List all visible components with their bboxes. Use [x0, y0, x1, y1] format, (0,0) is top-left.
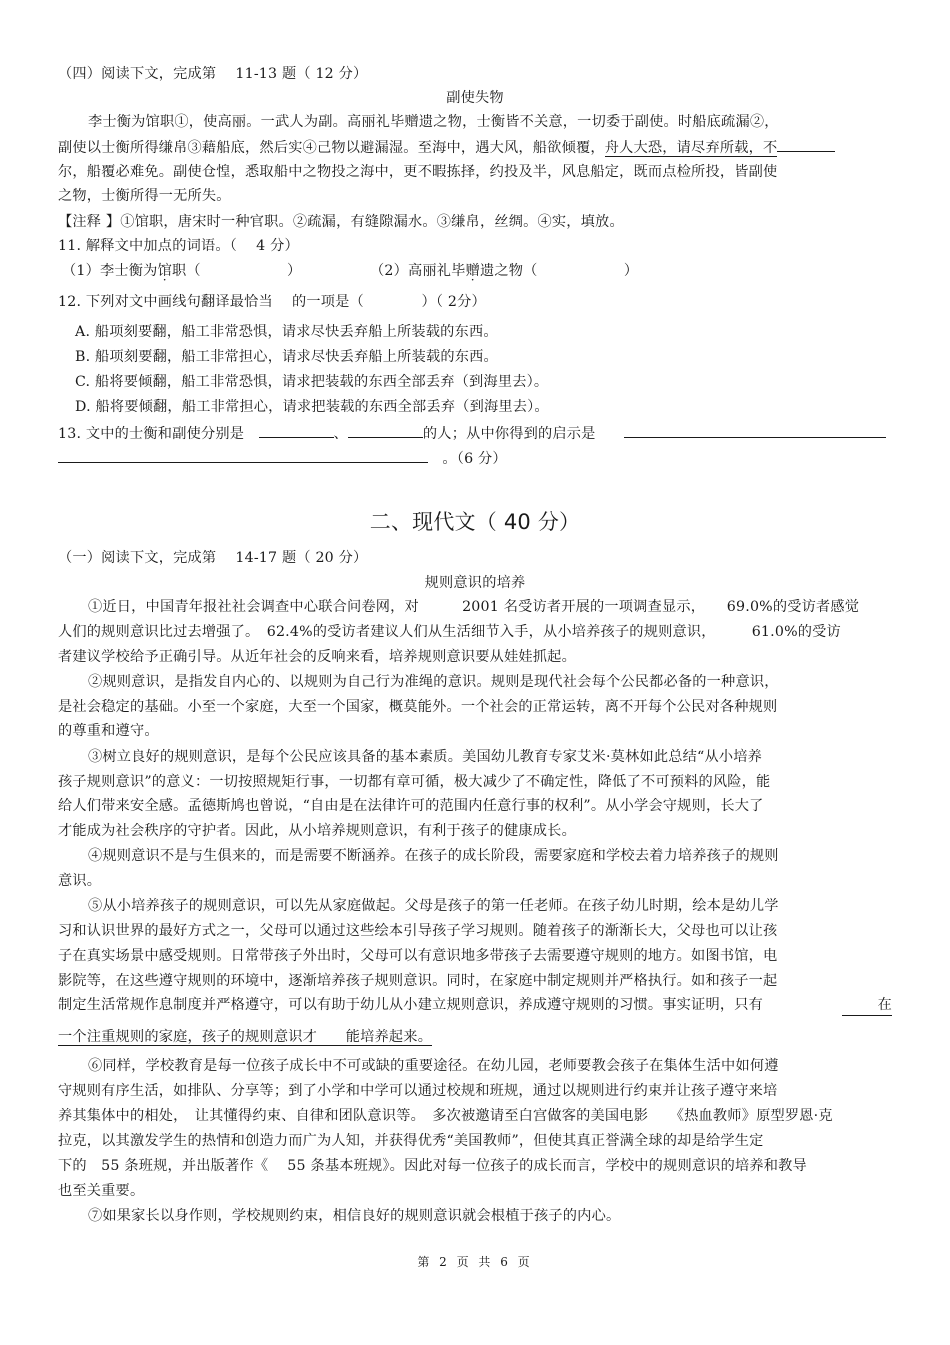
question-12-option: C. 船将要倾翻，船工非常恐惧，请求把装载的东西全部丢弃（到海里去）。 [75, 374, 549, 390]
passage-title: 副使失物 [446, 90, 504, 106]
passage-line: ⑥同样，学校教育是每一位孩子成长中不可或缺的重要途径。在幼儿园，老师要教会孩子在集体生活中如何遵 [88, 1058, 779, 1074]
passage-line: 的尊重和遵守。 [58, 723, 159, 739]
passage-line: 才能成为社会秩序的守护者。因此，从小培养规则意识，有利于孩子的健康成长。 [58, 823, 576, 839]
passage-line: 李士衡为馆职①，使高丽。一武人为副。高丽礼毕赠遗之物，士衡皆不关意，一切委于副使。时船底疏漏②， [88, 114, 779, 130]
dotted-word: 赠 [465, 263, 480, 279]
passage-line: 意识。 [58, 873, 102, 889]
annotation-note: 【注释 】①馆职，唐宋时一种官职。②疏漏，有缝隙漏水。③缣帛，丝绸。④实，填放。 [58, 214, 624, 230]
section-heading: （四）阅读下文，完成第 11-13 题（ 12 分） [58, 66, 368, 82]
passage-line: 守规则有序生活，如排队、分享等；到了小学和中学可以通过校规和班规，通过以规则进行约束并让孩子遵守来培 [58, 1083, 778, 1099]
part-heading: 二、现代文（ 40 分） [369, 510, 581, 534]
passage-line: ④规则意识不是与生俱来的，而是需要不断涵养。在孩子的成长阶段，需要家庭和学校去着力培养孩子的规则 [88, 848, 779, 864]
answer-blank [624, 423, 886, 438]
question-13-cont: 。（6 分） [58, 448, 507, 469]
passage-line: 尔，船覆必难免。副使仓惶，悉取船中之物投之海中，更不暇拣择，约投及半，风息船定，既而点检所投，皆副使 [58, 164, 778, 180]
passage-line: 影院等，在这些遵守规则的环境中，逐渐培养孩子规则意识。同时，在家庭中制定规则并严格执行。如和孩子一起 [58, 973, 778, 989]
passage-line: ⑤从小培养孩子的规则意识，可以先从家庭做起。父母是孩子的第一任老师。在孩子幼儿时期，绘本是幼儿学 [88, 898, 779, 914]
passage-line: 也至关重要。 [58, 1183, 145, 1199]
question-12-option: B. 船项刻要翻，船工非常担心，请求尽快丢弃船上所装载的东西。 [75, 349, 498, 365]
passage-line: ③树立良好的规则意识，是每个公民应该具备的基本素质。美国幼儿教育专家艾米·莫林如此总结“从小培养 [88, 749, 762, 765]
passage-line: 者建议学校给予正确引导。从近年社会的反响来看，培养规则意识要从娃娃抓起。 [58, 649, 576, 665]
answer-blank [58, 448, 428, 463]
passage-line: 之物，士衡所得一无所失。 [58, 188, 231, 204]
underlined-sentence: 一个注重规则的家庭，孩子的规则意识才 能培养起来。 [58, 1029, 433, 1045]
question-11-item-1: （1）李士衡为馆职（ ） [62, 263, 302, 279]
passage-line: 给人们带来安全感。孟德斯鸠也曾说，“自由是在法律许可的范围内任意行事的权利”。从小学会守规则，长大了 [58, 798, 764, 814]
passage-line: 人们的规则意识比过去增强了。 62.4%的受访者建议人们从生活细节入手，从小培养孩子的规则意识， 61.0%的受访 [58, 624, 841, 640]
question-11: 11. 解释文中加点的词语。（ 4 分） [58, 238, 299, 254]
dotted-word: 馆 [157, 263, 172, 279]
underlined-sentence: 舟人大恐，请尽弃所载，不 [604, 140, 778, 156]
passage-line: ②规则意识，是指发自内心的、以规则为自己行为准绳的意识。规则是现代社会每个公民都必备的一种意识， [88, 674, 779, 690]
passage-line: 下的 55 条班规，并出版著作《 55 条基本班规》。因此对每一位孩子的成长而言，学校中的规则意识的培养和教导 [58, 1158, 807, 1174]
page-number: 第 2 页 共 6 页 [417, 1255, 533, 1269]
passage-line: 是社会稳定的基础。小至一个家庭，大至一个国家，概莫能外。一个社会的正常运转，离不开每个公民对各种规则 [58, 699, 778, 715]
passage-line: 拉克，以其激发学生的热情和创造力而广为人知，并获得优秀“美国教师”，但使其真正誉满全球的却是给学生定 [58, 1133, 764, 1149]
question-12-option: A. 船项刻要翻，船工非常恐惧，请求尽快丢弃船上所装载的东西。 [75, 324, 498, 340]
underline-tail [777, 137, 835, 152]
passage-title: 规则意识的培养 [424, 575, 526, 591]
answer-blank [259, 423, 334, 438]
passage-line: 制定生活常规作息制度并严格遵守，可以有助于幼儿从小建立规则意识，养成遵守规则的习惯。事实证明，只有 [58, 997, 763, 1013]
question-13: 13. 文中的士衡和副使分别是 、 的人；从中你得到的启示是 [58, 423, 886, 444]
question-12-option: D. 船将要倾翻，船工非常担心，请求把装载的东西全部丢弃（到海里去）。 [75, 399, 549, 415]
answer-blank [348, 423, 423, 438]
passage-line: ⑦如果家长以身作则，学校规则约束，相信良好的规则意识就会根植于孩子的内心。 [88, 1208, 621, 1224]
passage-line: 孩子规则意识”的意义：一切按照规矩行事，一切都有章可循，极大减少了不确定性，降低了不可预料的风险，能 [58, 774, 771, 790]
question-11-item-2: （2）高丽礼毕赠遗之物（ ） [370, 263, 639, 279]
section-heading: （一）阅读下文，完成第 14-17 题（ 20 分） [58, 550, 368, 566]
passage-line [58, 1027, 432, 1047]
passage-line: 养其集体中的相处， 让其懂得约束、自律和团队意识等。 多次被邀请至白宫做客的美国电影 《热血教师》原型罗恩·克 [58, 1108, 833, 1124]
passage-line: 副使以士衡所得缣帛③藉船底，然后实④己物以避漏湿。至海中，遇大风，船欲倾覆，舟人大恐，请尽弃所载，不 [58, 137, 835, 158]
passage-line: 习和认识世界的最好方式之一，父母可以通过这些绘本引导孩子学习规则。随着孩子的渐渐长大，父母也可以让孩 [58, 923, 778, 939]
passage-line: 子在真实场景中感受规则。日常带孩子外出时，父母可以有意识地多带孩子去需要遵守规则的地方。如图书馆，电 [58, 948, 778, 964]
passage-line: ①近日，中国青年报社社会调查中心联合问卷网，对 2001 名受访者开展的一项调查显示， 69.0%的受访者感觉 [88, 599, 860, 615]
underlined-sentence-start: 在 [842, 995, 892, 1016]
question-12: 12. 下列对文中画线句翻译最恰当 的一项是（ ）（ 2分） [58, 294, 486, 310]
